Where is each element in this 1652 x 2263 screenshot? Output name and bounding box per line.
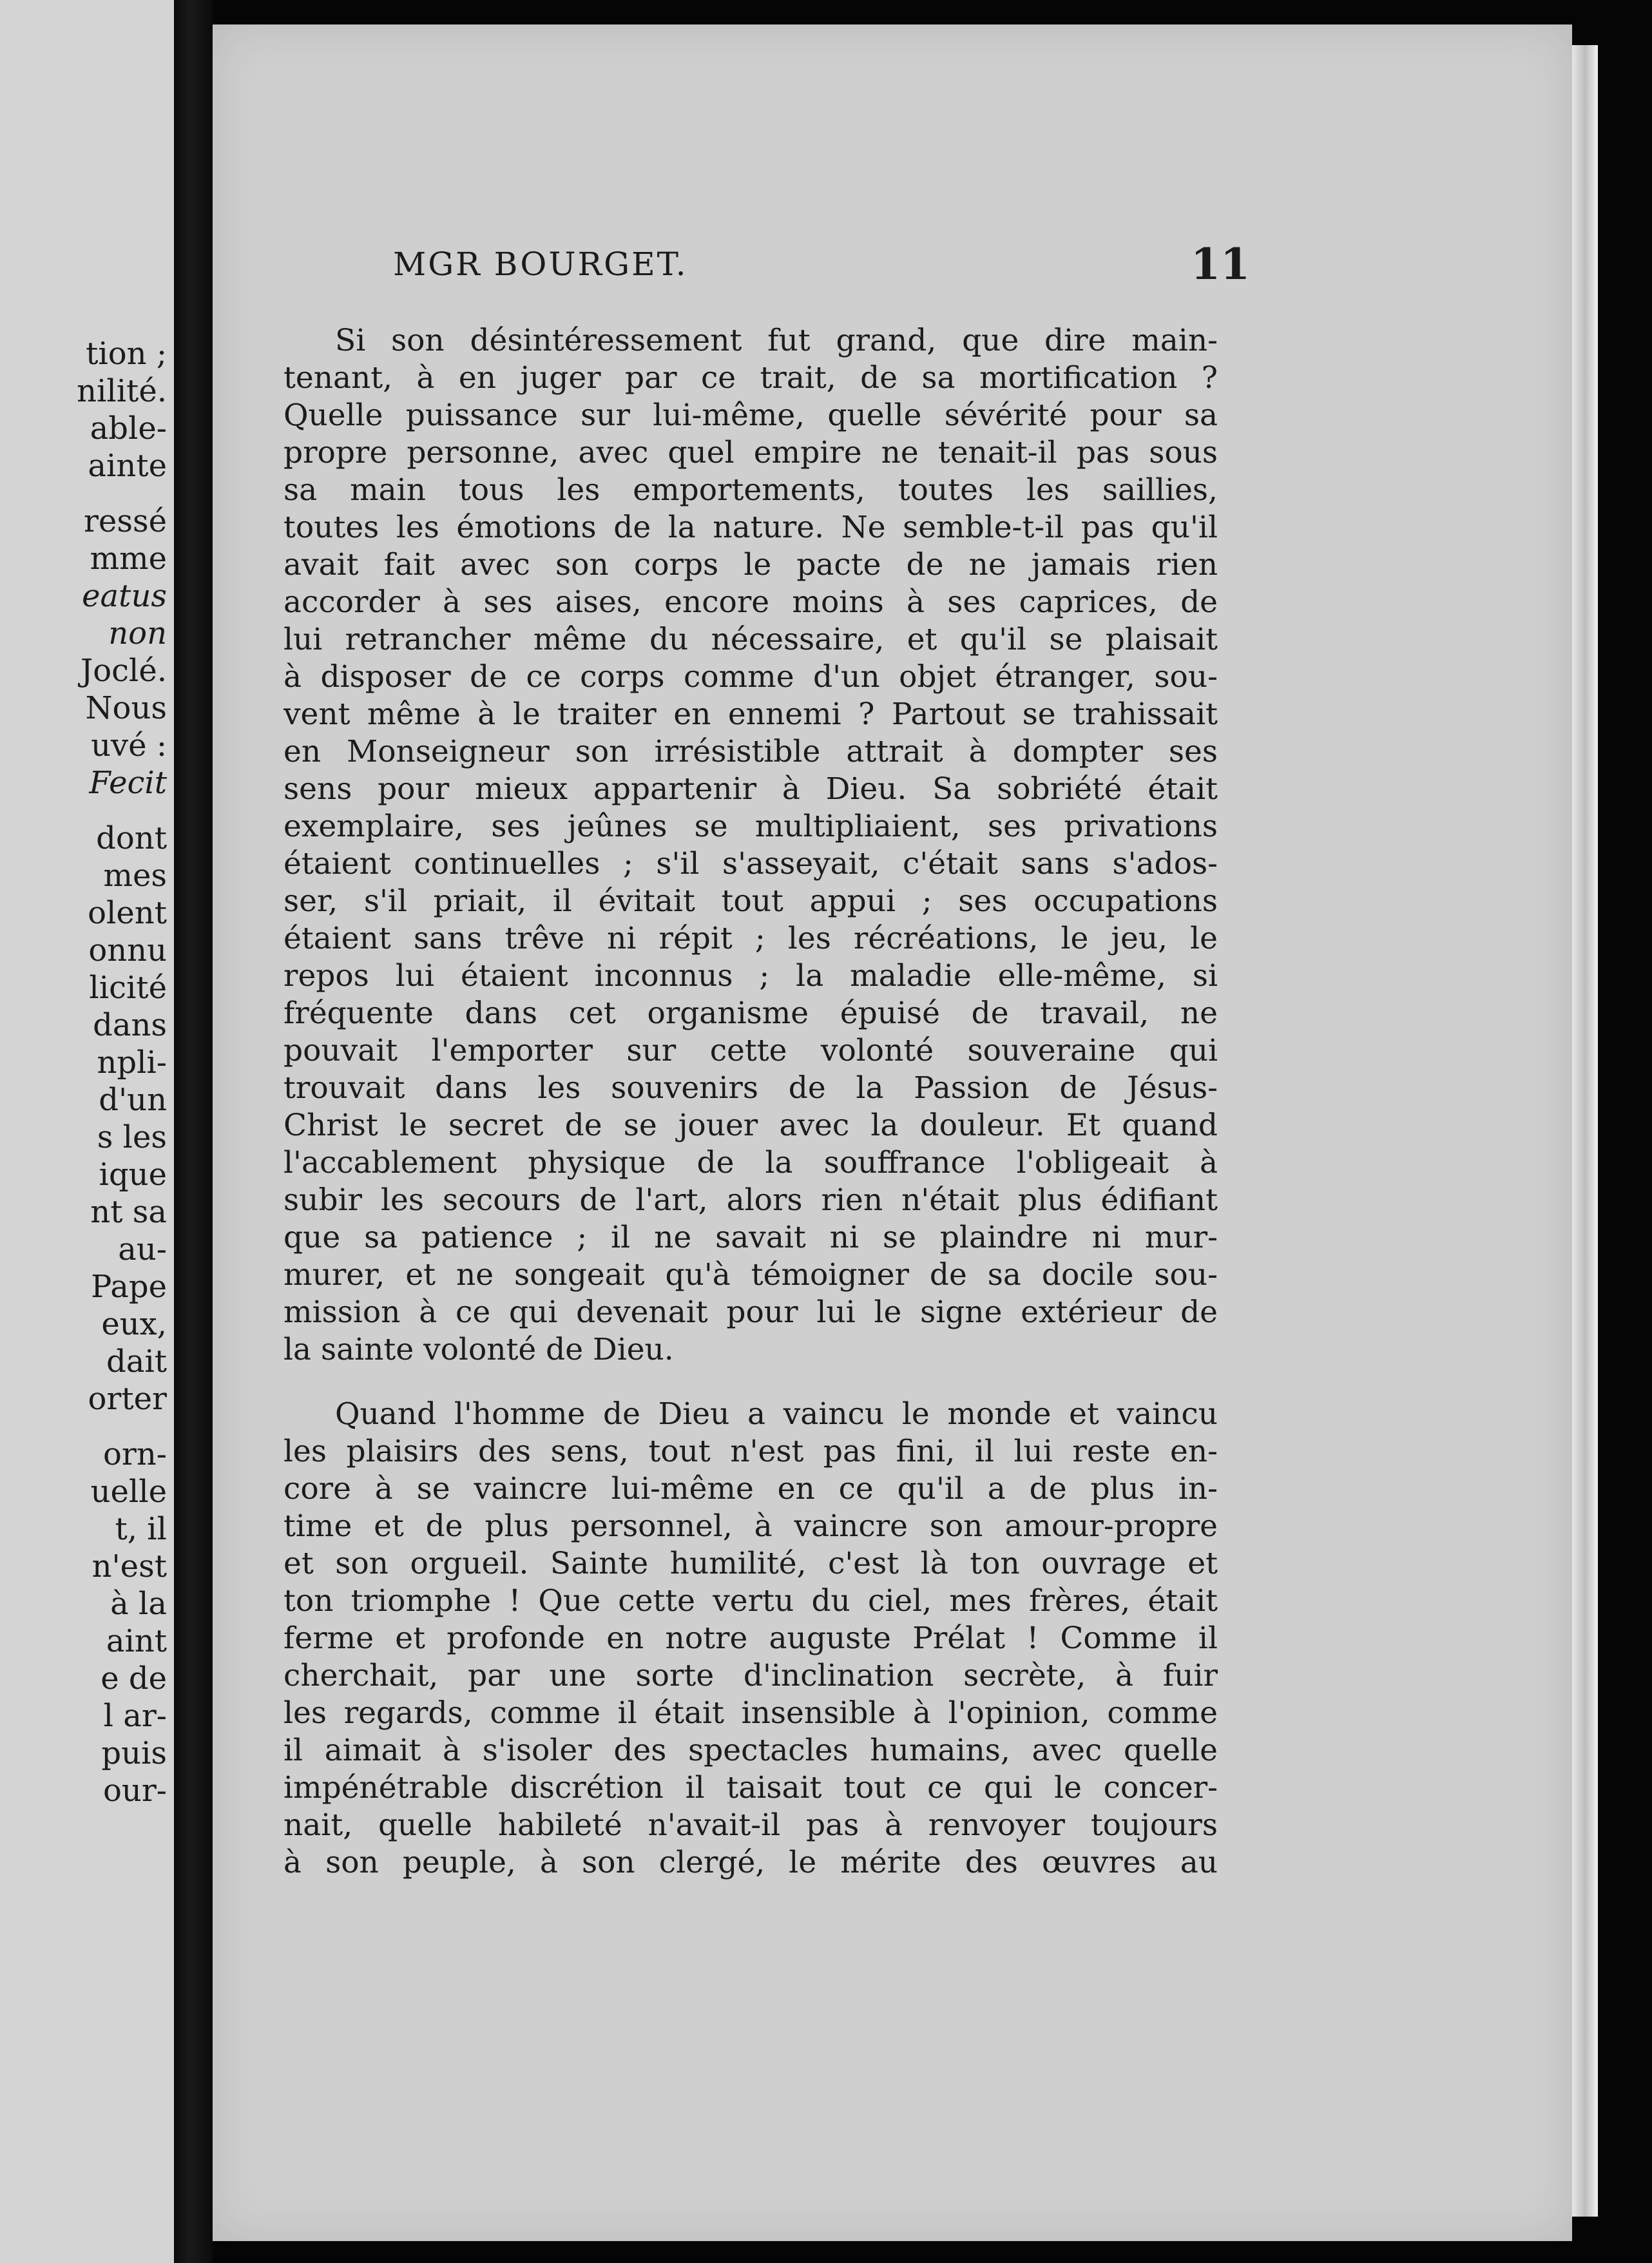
facing-line: aint xyxy=(106,1623,167,1659)
facing-page-left xyxy=(0,0,174,2263)
text-line: sa main tous les emportements, toutes les saillies, xyxy=(283,472,1218,508)
text-line: Christ le secret de se jouer avec la douleur. Et quand xyxy=(283,1108,1218,1143)
facing-line: nt sa xyxy=(90,1194,167,1230)
facing-line: à la xyxy=(110,1586,167,1622)
facing-line: licité xyxy=(89,970,167,1006)
text-line: trouvait dans les souvenirs de la Passion de Jésus- xyxy=(283,1070,1218,1106)
text-line: Quand l'homme de Dieu a vaincu le monde et vaincu xyxy=(335,1396,1218,1432)
text-line: ton triomphe ! Que cette vertu du ciel, mes frères, était xyxy=(283,1583,1218,1619)
text-line: time et de plus personnel, à vaincre son amour-propre xyxy=(283,1508,1218,1544)
text-line: ferme et profonde en notre auguste Prélat ! Comme il xyxy=(283,1621,1218,1656)
book-gutter xyxy=(174,0,213,2263)
facing-line: t, il xyxy=(115,1511,167,1547)
text-line: à disposer de ce corps comme d'un objet étranger, sou- xyxy=(283,659,1218,695)
facing-line: uelle xyxy=(90,1474,167,1510)
text-line: étaient continuelles ; s'il s'asseyait, c'était sans s'ados- xyxy=(283,846,1218,881)
text-line: subir les secours de l'art, alors rien n'était plus édifiant xyxy=(283,1182,1218,1218)
text-line: pouvait l'emporter sur cette volonté souveraine qui xyxy=(283,1033,1218,1068)
text-line: vent même à le traiter en ennemi ? Partout se trahissait xyxy=(283,697,1218,732)
facing-line: puis xyxy=(101,1735,167,1771)
text-line: et son orgueil. Sainte humilité, c'est là ton ouvrage et xyxy=(283,1546,1218,1581)
facing-line: Joclé. xyxy=(80,653,167,689)
facing-line: n'est xyxy=(91,1548,167,1584)
facing-line: tion ; xyxy=(86,336,167,372)
page-edge xyxy=(1572,45,1598,2217)
running-head: MGR BOURGET. xyxy=(393,246,688,283)
facing-line: eux, xyxy=(101,1306,167,1342)
text-line: il aimait à s'isoler des spectacles humains, avec quelle xyxy=(283,1733,1218,1768)
text-line: cherchait, par une sorte d'inclination secrète, à fuir xyxy=(283,1658,1218,1693)
facing-line: dans xyxy=(93,1007,167,1043)
facing-line-gap xyxy=(0,485,171,503)
facing-line: our- xyxy=(103,1773,167,1809)
text-line: accorder à ses aises, encore moins à ses caprices, de xyxy=(283,584,1218,620)
text-line: nait, quelle habileté n'avait-il pas à renvoyer toujours xyxy=(283,1807,1218,1843)
facing-line: able- xyxy=(90,410,167,447)
page-number: 11 xyxy=(1191,239,1250,289)
text-line: Si son désintéressement fut grand, que dire main- xyxy=(335,323,1218,358)
text-line: que sa patience ; il ne savait ni se plaindre ni mur- xyxy=(283,1220,1218,1255)
facing-line: ressé xyxy=(83,503,167,539)
text-line: mission à ce qui devenait pour lui le signe extérieur de xyxy=(283,1295,1218,1330)
body-text xyxy=(283,322,1218,1882)
text-line: exemplaire, ses jeûnes se multipliaient, ses privations xyxy=(283,809,1218,844)
facing-line: eatus xyxy=(82,578,167,614)
text-line: à son peuple, à son clergé, le mérite des œuvres au xyxy=(283,1845,1218,1880)
facing-line: Nous xyxy=(85,690,167,726)
text-line: lui retrancher même du nécessaire, et qu'il se plaisait xyxy=(283,622,1218,657)
text-line: avait fait avec son corps le pacte de ne jamais rien xyxy=(283,547,1218,583)
facing-line: Fecit xyxy=(89,765,167,801)
text-line: propre personne, avec quel empire ne tenait-il pas sous xyxy=(283,435,1218,470)
text-line: murer, et ne songeait qu'à témoigner de sa docile sou- xyxy=(283,1257,1218,1293)
text-line: la sainte volonté de Dieu. xyxy=(283,1332,674,1367)
text-line: étaient sans trêve ni répit ; les récréations, le jeu, le xyxy=(283,921,1218,956)
facing-line: Pape xyxy=(91,1269,167,1305)
facing-line: onnu xyxy=(88,932,167,968)
facing-line: orn- xyxy=(103,1436,167,1472)
text-line: tenant, à en juger par ce trait, de sa mortification ? xyxy=(283,360,1218,396)
facing-line: dait xyxy=(106,1343,167,1380)
text-line: fréquente dans cet organisme épuisé de travail, ne xyxy=(283,996,1218,1031)
facing-line: s les xyxy=(97,1119,167,1155)
text-line: les regards, comme il était insensible à l'opinion, comme xyxy=(283,1695,1218,1731)
text-line: ser, s'il priait, il évitait tout appui ; ses occupations xyxy=(283,883,1218,919)
text-line: en Monseigneur son irrésistible attrait à dompter ses xyxy=(283,734,1218,769)
facing-line: au- xyxy=(118,1231,167,1267)
facing-line: l ar- xyxy=(103,1698,167,1734)
facing-line: nilité. xyxy=(77,373,167,409)
facing-line: d'un xyxy=(99,1082,167,1118)
facing-line: npli- xyxy=(97,1045,167,1081)
text-line: toutes les émotions de la nature. Ne semble-t-il pas qu'il xyxy=(283,510,1218,545)
facing-line: e de xyxy=(101,1661,167,1697)
facing-line-gap xyxy=(0,802,171,820)
text-line: impénétrable discrétion il taisait tout ce qui le concer- xyxy=(283,1770,1218,1806)
facing-page-text xyxy=(0,335,171,1809)
text-line: sens pour mieux appartenir à Dieu. Sa sobriété était xyxy=(283,771,1218,807)
text-line: les plaisirs des sens, tout n'est pas fini, il lui reste en- xyxy=(283,1434,1218,1469)
facing-line: orter xyxy=(88,1381,167,1417)
facing-line: non xyxy=(108,615,167,651)
facing-line: mes xyxy=(103,858,167,894)
facing-line: mme xyxy=(90,541,167,577)
facing-line-gap xyxy=(0,1418,171,1436)
facing-line: uvé : xyxy=(91,727,167,764)
facing-line: ainte xyxy=(88,448,167,484)
text-line: repos lui étaient inconnus ; la maladie elle-même, si xyxy=(283,958,1218,994)
text-line: l'accablement physique de la souffrance l'obligeait à xyxy=(283,1145,1218,1180)
facing-line: olent xyxy=(88,895,167,931)
facing-line: dont xyxy=(96,820,167,856)
facing-line: ique xyxy=(99,1157,167,1193)
text-line: core à se vaincre lui-même en ce qu'il a de plus in- xyxy=(283,1471,1218,1507)
text-line: Quelle puissance sur lui-même, quelle sévérité pour sa xyxy=(283,398,1218,433)
